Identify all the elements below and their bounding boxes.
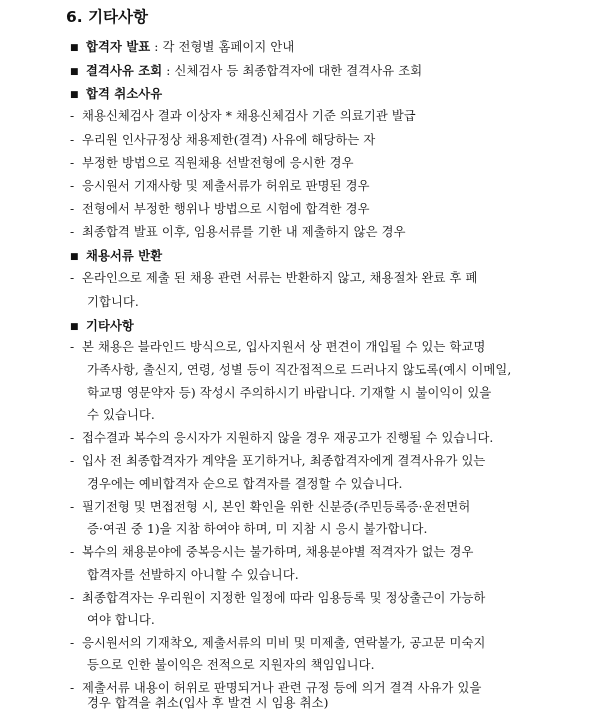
misc-item-text: 최종합격자는 우리원이 지정한 일정에 따라 임용등록 및 정상출근이 가능하 (82, 591, 486, 605)
misc-item-text: 응시원서의 기재착오, 제출서류의 미비 및 미제출, 연락불가, 공고문 미숙지 (82, 636, 486, 650)
cancel-item (70, 176, 370, 196)
bullet-square-icon: ■ (70, 67, 79, 77)
misc-item-text: 필기전형 및 면접전형 시, 본인 확인을 위한 신분증(주민등록증·운전면허 (82, 500, 471, 514)
cancel-item-text: 부정한 방법으로 직원채용 선발전형에 응시한 경우 (82, 156, 354, 170)
dash-marker: - (70, 636, 75, 650)
dash-marker: - (70, 431, 75, 445)
misc-item-text: 제출서류 내용이 허위로 판명되거나 관련 규정 등에 의거 결격 사유가 있을 (82, 681, 482, 695)
misc-item-text: 입사 전 최종합격자가 계약을 포기하거나, 최종합격자에게 결격사유가 있는 (82, 454, 486, 468)
result-announcement-separator: : (150, 40, 163, 54)
bullet-square-icon: ■ (70, 43, 79, 53)
cancel-item-text: 응시원서 기재사항 및 제출서류가 허위로 판명된 경우 (82, 179, 370, 193)
result-announcement-row (70, 37, 294, 58)
bullet-square-icon: ■ (70, 90, 79, 100)
misc-item-continuation: 여야 합니다. (87, 613, 155, 627)
failure-reason-separator: : (162, 64, 175, 78)
docs-return-title: 채용서류 반환 (86, 249, 163, 263)
cancel-item-text: 채용신체검사 결과 이상자 * 채용신체검사 기준 의료기관 발급 (82, 109, 416, 123)
dash-marker: - (70, 500, 75, 514)
cancel-item-text: 전형에서 부정한 행위나 방법으로 시험에 합격한 경우 (82, 202, 370, 216)
bullet-square-icon: ■ (70, 252, 79, 262)
misc-item-continuation: 경우 합격을 취소(입사 후 발견 시 임용 취소) (87, 696, 329, 710)
misc-item-continuation: 경우에는 예비합격자 순으로 합격자를 결정할 수 있습니다. (87, 477, 403, 491)
result-announcement-text: 각 전형별 홈페이지 안내 (162, 40, 295, 54)
docs-return-header (70, 246, 162, 267)
misc-item-text: 복수의 채용분야에 중복응시는 불가하며, 채용분야별 적격자가 없는 경우 (82, 545, 474, 559)
docs-return-text: 온라인으로 제출 된 채용 관련 서류는 반환하지 않고, 채용절차 완료 후 폐 (82, 271, 478, 285)
misc-item-continuation: 합격자를 선발하지 아니할 수 있습니다. (87, 568, 299, 582)
cancel-item (70, 222, 406, 242)
dash-marker: - (70, 681, 75, 695)
dash-marker: - (70, 156, 75, 170)
dash-marker: - (70, 225, 75, 239)
docs-return-item (70, 268, 478, 288)
failure-reason-row (70, 61, 422, 82)
misc-item (70, 542, 473, 562)
dash-marker: - (70, 454, 75, 468)
misc-item-continuation: 수 있습니다. (87, 408, 155, 422)
misc-item (70, 451, 485, 471)
misc-item-continuation: 학교명 영문약자 등) 작성시 주의하시기 바랍니다. 기재할 시 불이익이 있을 (87, 386, 492, 400)
cancel-item (70, 199, 370, 219)
failure-reason-text: 신체검사 등 최종합격자에 대한 결격사유 조회 (174, 64, 423, 78)
misc-item-continuation: 증·여권 중 1)을 지참 하여야 하며, 미 지참 시 응시 불가합니다. (87, 522, 428, 536)
dash-marker: - (70, 179, 75, 193)
misc-title: 기타사항 (86, 319, 134, 333)
misc-header (70, 316, 134, 337)
dash-marker: - (70, 271, 75, 285)
cancel-item (70, 130, 375, 150)
misc-item (70, 588, 485, 608)
dash-marker: - (70, 109, 75, 123)
misc-item (70, 497, 470, 517)
dash-marker: - (70, 591, 75, 605)
cancel-item (70, 153, 354, 173)
dash-marker: - (70, 545, 75, 559)
cancel-item (70, 106, 416, 126)
cancel-item-text: 우리원 인사규정상 채용제한(결격) 사유에 해당하는 자 (82, 133, 376, 147)
cancel-reasons-header (70, 84, 162, 105)
misc-item-continuation: 등으로 인한 불이익은 전적으로 지원자의 책임입니다. (87, 658, 375, 672)
cancel-item-text: 최종합격 발표 이후, 임용서류를 기한 내 제출하지 않은 경우 (82, 225, 406, 239)
misc-item (70, 428, 493, 448)
misc-item (70, 633, 485, 653)
misc-item-continuation: 가족사항, 출신지, 연령, 성별 등이 직간접적으로 드러나지 않도록(예시 이메일, (87, 363, 512, 377)
failure-reason-title: 결격사유 조회 (86, 64, 163, 78)
dash-marker: - (70, 133, 75, 147)
cancel-reasons-title: 합격 취소사유 (86, 87, 163, 101)
misc-item (70, 337, 485, 357)
docs-return-continuation: 기합니다. (87, 295, 139, 309)
misc-item-text: 접수결과 복수의 응시자가 지원하지 않을 경우 재공고가 진행될 수 있습니다. (82, 431, 494, 445)
section-title: 6. 기타사항 (66, 8, 148, 26)
misc-item-text: 본 채용은 블라인드 방식으로, 입사지원서 상 편견이 개입될 수 있는 학교명 (82, 340, 486, 354)
dash-marker: - (70, 202, 75, 216)
result-announcement-title: 합격자 발표 (86, 40, 151, 54)
bullet-square-icon: ■ (70, 322, 79, 332)
dash-marker: - (70, 340, 75, 354)
